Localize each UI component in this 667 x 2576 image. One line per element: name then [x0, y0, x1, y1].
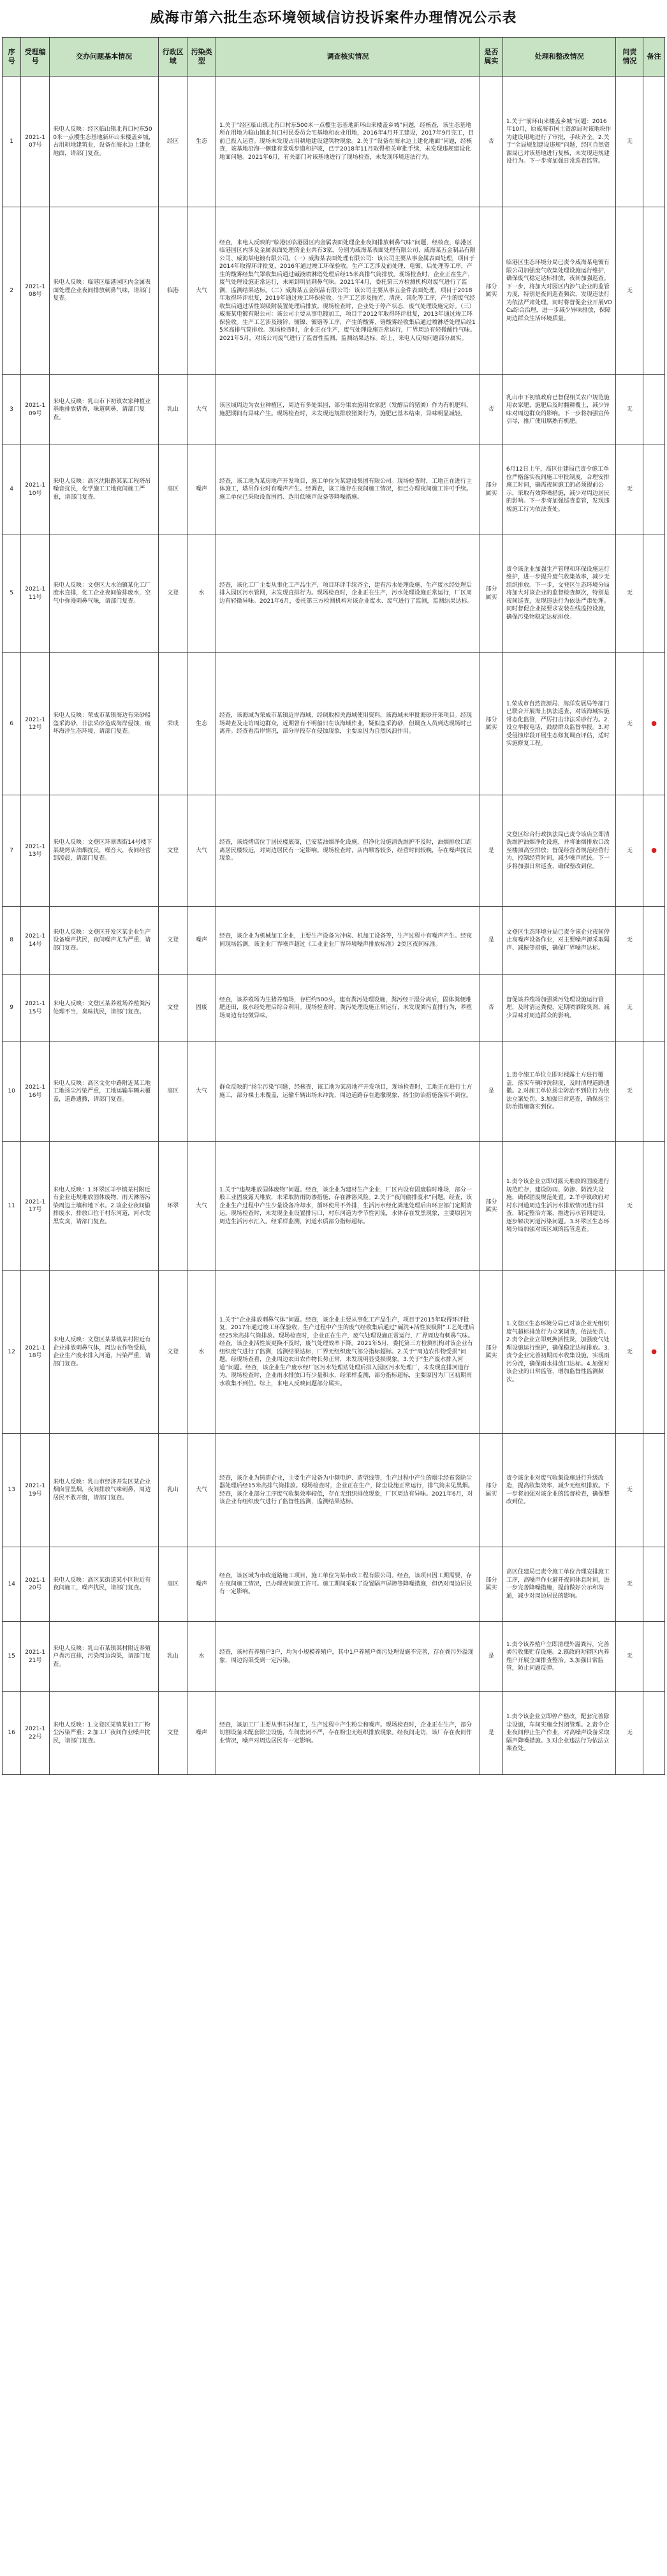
- verified: 部分属实: [480, 1271, 502, 1434]
- pollution-type: 大气: [187, 1434, 216, 1547]
- accountability: 无: [616, 207, 643, 375]
- table-row: [3, 534, 665, 653]
- complaint-table: [2, 37, 665, 1775]
- handling-text: 文登区生态环境分局已责令该企业夜间停止高噪声设备作业，对主要噪声源采取隔声、减振等措施，确保厂界噪声达标。: [502, 907, 616, 975]
- row-number: 4: [3, 445, 21, 534]
- investigation-text: 经查，该加工厂主要从事石材加工，生产过程中产生粉尘和噪声。现场检查时，企业正在生产，部分切割设备未配套除尘设施，车间密闭不严，存在粉尘无组织排放现象。经夜间走访，该厂存在夜间作业情况，噪声对周边居民有一定影响。: [216, 1692, 480, 1775]
- handling-text: 1.关于“前环山来楼盖乡城”问题：2016年10月，原威海市国土资源局对该地块作为建设用地进行了审批，手续齐全。2.关于“全局规划建设违规”问题，经区自然资源局已对该基地进行复核，未发现违规建设行为。下一步将加强日常巡查监管。: [502, 77, 616, 207]
- region: 乳山: [159, 1434, 187, 1547]
- investigation-text: 该区域周边为农业种植区，周边有多处果园，部分果农施用农家肥（发酵后的猪粪）作为有机肥料，施肥期间有异味产生。现场检查时，未发现违规排放猪粪行为，施肥已基本结束，异味明显减轻。: [216, 375, 480, 445]
- handling-text: 责令该企业加强生产管理和环保设施运行维护，进一步提升废气收集效率，减少无组织排放。下一步，文登区生态环境分局将加大对该企业的监督检查频次，特别是夜间巡查，发现违法行为依法严肃处理。同时督促企业按要求安装在线监控设施，确保污染物稳定达标排放。: [502, 534, 616, 653]
- region: 高区: [159, 1547, 187, 1622]
- verified: 是: [480, 795, 502, 907]
- pollution-type: 生态: [187, 653, 216, 795]
- row-number: 1: [3, 77, 21, 207]
- table-row: [3, 907, 665, 975]
- row-number: 16: [3, 1692, 21, 1775]
- pollution-type: 大气: [187, 207, 216, 375]
- handling-text: 文登区综合行政执法局已责令该店立即清洗维护油烟净化设施，并将油烟排放口改至楼顶高空排放；督促经营者规范经营行为，控制经营时间，减少噪声扰民。下一步将加强日常巡查，确保整改到位。: [502, 795, 616, 907]
- table-row: [3, 1622, 665, 1692]
- table-row: [3, 653, 665, 795]
- accountability: 无: [616, 795, 643, 907]
- investigation-text: 1.关于“企业排放刺鼻气体”问题。经查，该企业主要从事化工产品生产，项目于2015年取得环评批复，2017年通过竣工环保验收，生产过程中产生的废气经收集后通过“碱洗+活性炭吸附”工艺处理后经25米高排气筒排放。现场检查时，企业正在生产，废气处理设施正常运行，厂界周边有刺鼻气味。经查，该企业活性炭更换不及时，废气处理效率下降。2021年5月，委托第三方检测机构对该企业有组织废气进行了监测，监测结果达标，厂界无组织废气部分指标超标。2.关于“周边农作物受损”问题。经现场查看，企业周边农田农作物长势正常，未发现明显受损现象。3.关于“生产废水排入河道”问题。经查，该企业生产废水经厂区污水处理站处理后排入园区污水处理厂，未发现直排河道行为。现场检查时，企业雨水排放口有少量积水，经采样监测，部分指标超标，主要原因为厂区初期雨水收集不到位。综上，来电人反映问题部分属实。: [216, 1271, 480, 1434]
- col-header-region: 行政区域: [159, 38, 187, 77]
- region: 文登: [159, 907, 187, 975]
- issue-text: 来电人反映：文登区开发区某企业生产设备噪声扰民，夜间噪声尤为严重，请部门复查。: [50, 907, 159, 975]
- issue-text: 来电人反映：文登区某养殖场养殖粪污处理不当，臭味扰民，请部门复查。: [50, 975, 159, 1042]
- issue-text: 来电人反映：荣成市某镇海边有采砂船盗采海砂，非法采砂造成海岸侵蚀，破坏海洋生态环境，请部门复查。: [50, 653, 159, 795]
- case-id: 2021-120号: [21, 1547, 50, 1622]
- page-title: 威海市第六批生态环境领域信访投诉案件办理情况公示表: [150, 10, 517, 26]
- table-row: [3, 1271, 665, 1434]
- pollution-type: 水: [187, 1622, 216, 1692]
- verified: 否: [480, 77, 502, 207]
- table-row: [3, 207, 665, 375]
- handling-text: 1.责令该养殖户立即清理外溢粪污，完善粪污收集贮存设施。2.镇政府对辖区内养殖户开展全面排查整治。3.加强日常监管，防止问题反弹。: [502, 1622, 616, 1692]
- accountability: 无: [616, 1042, 643, 1142]
- row-number: 12: [3, 1271, 21, 1434]
- handling-text: 6月12日上午，高区住建局已责令施工单位严格落实夜间施工审批制度，合理安排施工时间，确需夜间施工的必须提前公示，采取有效降噪措施，减少对周边居民的影响。下一步将加强巡查监管，发现违规施工行为依法查处。: [502, 445, 616, 534]
- accountability: 无: [616, 445, 643, 534]
- accountability: 无: [616, 975, 643, 1042]
- row-number: 3: [3, 375, 21, 445]
- note: [643, 1622, 665, 1692]
- region: 高区: [159, 445, 187, 534]
- region: 高区: [159, 1042, 187, 1142]
- accountability: 无: [616, 77, 643, 207]
- note: [643, 534, 665, 653]
- case-id: 2021-110号: [21, 445, 50, 534]
- handling-text: 1.文登区生态环境分局已对该企业无组织废气超标排放行为立案调查，依法处罚。2.责令企业立即更换活性炭，加强废气处理设施运行维护，确保稳定达标排放。3.责令企业完善初期雨水收集设施，实现雨污分流，确保雨水排放口达标。4.加强对该企业的日常监管，增加监督性监测频次。: [502, 1271, 616, 1434]
- col-header-ptype: 污染类型: [187, 38, 216, 77]
- pollution-type: 噪声: [187, 1547, 216, 1622]
- issue-text: 来电人反映：文登区某某镇某村附近有企业排放刺鼻气体，周边农作物受损，企业生产废水排入河道，污染严重，请部门复查。: [50, 1271, 159, 1434]
- region: 临港: [159, 207, 187, 375]
- investigation-text: 经查，该企业为机械加工企业，主要生产设备为冲床、机加工设备等，生产过程中有噪声产生。经夜间现场监测，该企业厂界噪声超过《工业企业厂界环境噪声排放标准》2类区夜间标准。: [216, 907, 480, 975]
- pollution-type: 水: [187, 1271, 216, 1434]
- accountability: 无: [616, 1271, 643, 1434]
- case-id: 2021-118号: [21, 1271, 50, 1434]
- issue-text: 来电人反映：高区文化中路附近某工地工地扬尘污染严重，工地运输车辆未覆盖，道路遗撒，请部门复查。: [50, 1042, 159, 1142]
- row-number: 8: [3, 907, 21, 975]
- row-number: 11: [3, 1142, 21, 1271]
- issue-text: 来电人反映：高区某街道某小区附近有夜间施工，噪声扰民，请部门复查。: [50, 1547, 159, 1622]
- investigation-text: 经查，该村有养殖户3户，均为小规模养殖户，其中1户养殖户粪污处理设施不完善，存在粪污外溢现象，周边沟渠受到一定污染。: [216, 1622, 480, 1692]
- case-id: 2021-107号: [21, 77, 50, 207]
- investigation-text: 经查，该工地为某房地产开发项目，施工单位为某建设集团有限公司。现场检查时，工地正在进行主体施工，塔吊作业时有噪声产生。经调查，该工地存在夜间施工情况，但已办理夜间施工许可手续。施工单位已采取设置围挡、选用低噪声设备等降噪措施。: [216, 445, 480, 534]
- case-id: 2021-115号: [21, 975, 50, 1042]
- col-header-no: 序号: [3, 38, 21, 77]
- issue-text: 来电人反映：1.环翠区羊亭镇某村附近有企业违规堆放固体废物，雨天淋溶污染周边土壤和地下水。2.该企业夜间偷排废水，排放口位于村东河道，河水发黑发臭，请部门复查。: [50, 1142, 159, 1271]
- note: ●: [643, 795, 665, 907]
- pollution-type: 固废: [187, 975, 216, 1042]
- col-header-note: 备注: [643, 38, 665, 77]
- pollution-type: 大气: [187, 1142, 216, 1271]
- col-header-issue: 交办问题基本情况: [50, 38, 159, 77]
- accountability: 无: [616, 1622, 643, 1692]
- handling-text: 1.责令该企业立即对露天堆放的固废进行规范贮存，建设防雨、防渗、防流失设施，确保固废规范处置。2.羊亭镇政府对村东河道周边生活污水排放情况进行排查，制定整治方案，推进污水管网建设，逐步解决河道污染问题。3.环翠区生态环境分局加强对该区域的监管巡查。: [502, 1142, 616, 1271]
- issue-text: 来电人反映：临港区临港园区内金属表面处理企业夜间排放刺鼻气味，请部门复查。: [50, 207, 159, 375]
- verified: 否: [480, 375, 502, 445]
- col-header-handling: 处理和整改情况: [502, 38, 616, 77]
- table-header: [3, 38, 665, 77]
- pollution-type: 大气: [187, 795, 216, 907]
- accountability: 无: [616, 375, 643, 445]
- handling-text: 乳山市下初镇政府已督促相关农户规范施用农家肥，施肥后及时翻耕覆土，减少异味对周边群众的影响。下一步将加强宣传引导，推广使用腐熟有机肥。: [502, 375, 616, 445]
- verified: 部分属实: [480, 534, 502, 653]
- handling-text: 责令该企业对废气收集设施进行升级改造，提高收集效率，减少无组织排放。下一步将加强对该企业的监督检查，确保整改到位。: [502, 1434, 616, 1547]
- investigation-text: 经查，该海域为荣成市某镇近岸海域，经调取相关海域使用资料，该海域未审批海砂开采项目。经现场勘查及走访周边群众，近期曾有不明船只在该海域作业，疑似盗采海砂，但调查人员到达现场时已离开。经查看沿岸情况，部分岸段存在侵蚀现象，主要原因为自然风浪作用。: [216, 653, 480, 795]
- investigation-text: 1.关于“违规堆放固体废物”问题。经查，该企业为建材生产企业，厂区内设有固废临时堆场，部分一般工业固废露天堆放，未采取防雨防渗措施，存在淋溶风险。2.关于“夜间偷排废水”问题。经查，该企业生产过程中产生少量设备冷却水，循环使用不外排，生活污水经化粪池处理后由环卫部门定期清运。现场检查时，未发现企业设置排污口，村东河道为季节性河流，水体存在发黑现象，主要原因为周边生活污水汇入。经采样监测，河道水质部分指标超标。: [216, 1142, 480, 1271]
- row-number: 5: [3, 534, 21, 653]
- issue-text: 来电人反映：乳山市某镇某村附近养殖户粪污直排，污染周边沟渠，请部门复查。: [50, 1622, 159, 1692]
- investigation-text: 经查，该养殖场为生猪养殖场，存栏约500头，建有粪污处理设施，粪污经干湿分离后，固体粪便堆肥还田，废水经处理后综合利用。现场检查时，粪污处理设施正常运行，未发现粪污直排行为，养殖场周边有轻微异味。: [216, 975, 480, 1042]
- row-number: 10: [3, 1042, 21, 1142]
- pollution-type: 大气: [187, 375, 216, 445]
- issue-text: 来电人反映：高区沈阳路某某工程塔吊噪音扰民，化学施工工地夜间施工严重，请部门复查。: [50, 445, 159, 534]
- note: [643, 207, 665, 375]
- note: ●: [643, 1271, 665, 1434]
- table-row: [3, 795, 665, 907]
- region: 文登: [159, 534, 187, 653]
- region: 文登: [159, 1271, 187, 1434]
- case-id: 2021-121号: [21, 1622, 50, 1692]
- row-number: 14: [3, 1547, 21, 1622]
- accountability: 无: [616, 1692, 643, 1775]
- investigation-text: 经查，该企业为铸造企业，主要生产设备为中频电炉、造型线等，生产过程中产生的烟尘经布袋除尘器处理后经15米高排气筒排放。现场检查时，企业正在生产，除尘设施正常运行，排气筒未见黑烟。经查，该企业部分工序废气收集效率较低，存在无组织排放现象，厂区周边有异味。2021年6月，对该企业有组织废气进行了监督性监测，监测结果达标。: [216, 1434, 480, 1547]
- case-id: 2021-114号: [21, 907, 50, 975]
- row-number: 7: [3, 795, 21, 907]
- handling-text: 督促该养殖场加强粪污处理设施运行管理，及时清运粪便，定期喷洒除臭剂，减少异味对周边群众的影响。: [502, 975, 616, 1042]
- col-header-investigation: 调查核实情况: [216, 38, 480, 77]
- verified: 部分属实: [480, 1547, 502, 1622]
- case-id: 2021-119号: [21, 1434, 50, 1547]
- region: 乳山: [159, 1622, 187, 1692]
- verified: 是: [480, 1042, 502, 1142]
- verified: 部分属实: [480, 1434, 502, 1547]
- verified: 部分属实: [480, 207, 502, 375]
- table-row: [3, 445, 665, 534]
- case-id: 2021-116号: [21, 1042, 50, 1142]
- case-id: 2021-113号: [21, 795, 50, 907]
- investigation-text: 经查，来电人反映的“临港区临港园区内金属表面处理企业夜间排放刺鼻气味”问题，经核查，临港区临港园区内涉及金属表面处理的企业共有3家，分别为威海某表面处理有限公司、威海某五金制品有限公司、威海某电镀有限公司。（一）威海某表面处理有限公司：该公司主要从事金属表面处理，项目于2014年取得环评批复，2016年通过竣工环保验收。生产工艺涉及前处理、电镀、后处理等工序，产生的酸雾经集气罩收集后通过碱液喷淋塔处理后经15米高排气筒排放。现场检查时，企业正在生产，废气处理设施正常运行，未闻到明显刺鼻气味。2021年4月，委托第三方检测机构对废气进行了监测，监测结果达标。（二）威海某五金制品有限公司：该公司主要从事五金件表面处理，项目于2018年取得环评批复，2019年通过竣工环保验收。生产工艺涉及抛光、清洗、钝化等工序，产生的废气经收集后通过活性炭吸附装置处理后排放。现场检查时，企业处于停产状态，废气处理设施完好。（三）威海某电镀有限公司：该公司主要从事电镀加工，项目于2012年取得环评批复，2013年通过竣工环保验收。生产工艺涉及镀锌、镀镍、镀铬等工序，产生的酸雾、铬酸雾经收集后通过喷淋塔处理后经15米高排气筒排放。现场检查时，企业正在生产，废气处理设施正常运行，厂界周边有轻微酸性气味。2021年5月，对该公司废气进行了监督性监测，监测结果达标。综上，来电人反映问题部分属实。: [216, 207, 480, 375]
- region: 环翠: [159, 1142, 187, 1271]
- row-number: 9: [3, 975, 21, 1042]
- accountability: 无: [616, 1142, 643, 1271]
- note: [643, 1434, 665, 1547]
- region: 经区: [159, 77, 187, 207]
- note: [643, 975, 665, 1042]
- issue-text: 来电人反映：乳山市经济开发区某企业烟囱冒黑烟，夜间排放气味刺鼻，周边居民不敢开窗，请部门复查。: [50, 1434, 159, 1547]
- table-row: [3, 1434, 665, 1547]
- pollution-type: 噪声: [187, 907, 216, 975]
- issue-text: 来电人反映：文登区环翠西街14号楼下某烧烤店油烟扰民，噪音大，夜间经营到凌晨，请部门复查。: [50, 795, 159, 907]
- verified: 是: [480, 1692, 502, 1775]
- table-row: [3, 77, 665, 207]
- verified: 部分属实: [480, 653, 502, 795]
- table-row: [3, 1042, 665, 1142]
- table-row: [3, 1692, 665, 1775]
- verified: 是: [480, 1622, 502, 1692]
- note: [643, 907, 665, 975]
- region: 荣成: [159, 653, 187, 795]
- note: [643, 1142, 665, 1271]
- issue-text: 来电人反映：1.文登区某镇某加工厂粉尘污染严重；2.加工厂夜间作业噪声扰民，请部门复查。: [50, 1692, 159, 1775]
- pollution-type: 噪声: [187, 1692, 216, 1775]
- note: [643, 375, 665, 445]
- col-header-id: 受理编号: [21, 38, 50, 77]
- note: [643, 1692, 665, 1775]
- handling-text: 临港区生态环境分局已责令威海某电镀有限公司加强废气收集处理设施运行维护，确保废气稳定达标排放，夜间加强巡查。下一步，将加大对园区内涉气企业的监管力度，特别是夜间巡查频次，发现违法行为依法严肃处理。同时将督促企业开展VOCs综合治理，进一步减少异味排放，保障周边群众生活环境质量。: [502, 207, 616, 375]
- issue-text: 来电人反映：经区临山镇北肖口村东500米一点樱生态基地新环山来楼盖乡城，占用耕地建筑业，设备在海水边上建化地面，请部门复查。: [50, 77, 159, 207]
- pollution-type: 大气: [187, 1042, 216, 1142]
- handling-text: 1.责令该企业立即停产整改，配套完善除尘设施，车间实施全封闭管理。2.责令企业夜间停止生产作业，对高噪声设备采取隔声降噪措施。3.对企业违法行为依法立案查处。: [502, 1692, 616, 1775]
- issue-text: 来电人反映：乳山市下初镇农家种植业基地排放猪粪，味道刺鼻，请部门复查。: [50, 375, 159, 445]
- handling-text: 1.荣成市自然资源局、海洋发展局等部门已联合开展海上执法巡查，对该海域实施常态化监管，严厉打击非法采砂行为。2.设立举报电话，鼓励群众监督举报。3.对受侵蚀岸段开展生态修复调查评估，适时实施修复工程。: [502, 653, 616, 795]
- accountability: 无: [616, 1434, 643, 1547]
- accountability: 无: [616, 534, 643, 653]
- investigation-text: 经查，该烧烤店位于居民楼底商，已安装油烟净化设施，但净化设施清洗维护不及时，油烟排放口距离居民楼较近，对周边居民有一定影响。现场检查时，店内顾客较多，经营时间较晚，存在噪声扰民现象。: [216, 795, 480, 907]
- note: [643, 445, 665, 534]
- issue-text: 来电人反映：文登区大水泊镇某化工厂废水直排，化工企业夜间偷排废水，空气中弥漫刺鼻气味，请部门复查。: [50, 534, 159, 653]
- note: [643, 1547, 665, 1622]
- table-body: [3, 77, 665, 1775]
- verified: 部分属实: [480, 445, 502, 534]
- row-number: 15: [3, 1622, 21, 1692]
- row-number: 13: [3, 1434, 21, 1547]
- verified: 是: [480, 907, 502, 975]
- note: [643, 77, 665, 207]
- table-row: [3, 1547, 665, 1622]
- region: 文登: [159, 795, 187, 907]
- case-id: 2021-112号: [21, 653, 50, 795]
- note: ●: [643, 653, 665, 795]
- verified: 部分属实: [480, 1142, 502, 1271]
- pollution-type: 水: [187, 534, 216, 653]
- region: 文登: [159, 975, 187, 1042]
- investigation-text: 1.关于“经区临山镇北肖口村东500米一点樱生态基地新环山来楼盖乡城”问题，经核查，该生态基地所在用地为临山镇北肖口村民委员会宅基地和农业用地，2016年4月开工建设，2017年9月完工，目前已投入运营。现场未发现占用耕地建设建筑物现象。2.关于“设备在海水边上建化地面”问题，经核查，该基地沿海一侧建有景观步道和护坡，已于2018年11月取得相关审批手续，未发现违规建设化地面问题。2021年6月，有关部门对该基地进行了现场检查，未发现环境违法行为。: [216, 77, 480, 207]
- handling-text: 高区住建局已责令施工单位合理安排施工工序，高噪声作业避开夜间休息时间，进一步完善降噪措施，提前做好公示和沟通，减少对周边居民的影响。: [502, 1547, 616, 1622]
- region: 乳山: [159, 375, 187, 445]
- investigation-text: 群众反映的“扬尘污染”问题，经核查，该工地为某房地产开发项目，现场检查时，工地正在进行土方施工，部分裸土未覆盖，运输车辆出场未冲洗，周边道路存在遗撒现象，扬尘防治措施落实不到位。: [216, 1042, 480, 1142]
- pollution-type: 生态: [187, 77, 216, 207]
- case-id: 2021-109号: [21, 375, 50, 445]
- case-id: 2021-108号: [21, 207, 50, 375]
- case-id: 2021-122号: [21, 1692, 50, 1775]
- accountability: 无: [616, 653, 643, 795]
- col-header-accountability: 问责情况: [616, 38, 643, 77]
- row-number: 6: [3, 653, 21, 795]
- region: 文登: [159, 1692, 187, 1775]
- table-row: [3, 1142, 665, 1271]
- accountability: 无: [616, 1547, 643, 1622]
- table-row: [3, 375, 665, 445]
- verified: 否: [480, 975, 502, 1042]
- investigation-text: 经查，该区域为市政道路施工项目，施工单位为某市政工程有限公司。经查，该项目因工期需要，存在夜间施工情况，已办理夜间施工许可。施工期间采取了设置隔声屏障等降噪措施，但仍对周边居民有一定影响。: [216, 1547, 480, 1622]
- col-header-verified: 是否属实: [480, 38, 502, 77]
- handling-text: 1.责令施工单位立即对裸露土方进行覆盖，落实车辆冲洗制度，及时清理道路遗撒。2.对施工单位扬尘防治不到位行为依法立案处罚。3.加强日常巡查，确保扬尘防治措施落实到位。: [502, 1042, 616, 1142]
- investigation-text: 经查，该化工厂主要从事化工产品生产，项目环评手续齐全，建有污水处理设施，生产废水经处理后排入园区污水管网，未发现直排行为。现场检查时，企业正在生产，污水处理设施正常运行，厂区周边有轻微异味。2021年6月，委托第三方检测机构对该企业废水、废气进行了监测，监测结果达标。: [216, 534, 480, 653]
- case-id: 2021-117号: [21, 1142, 50, 1271]
- note: [643, 1042, 665, 1142]
- table-row: [3, 975, 665, 1042]
- case-id: 2021-111号: [21, 534, 50, 653]
- pollution-type: 噪声: [187, 445, 216, 534]
- accountability: 无: [616, 907, 643, 975]
- row-number: 2: [3, 207, 21, 375]
